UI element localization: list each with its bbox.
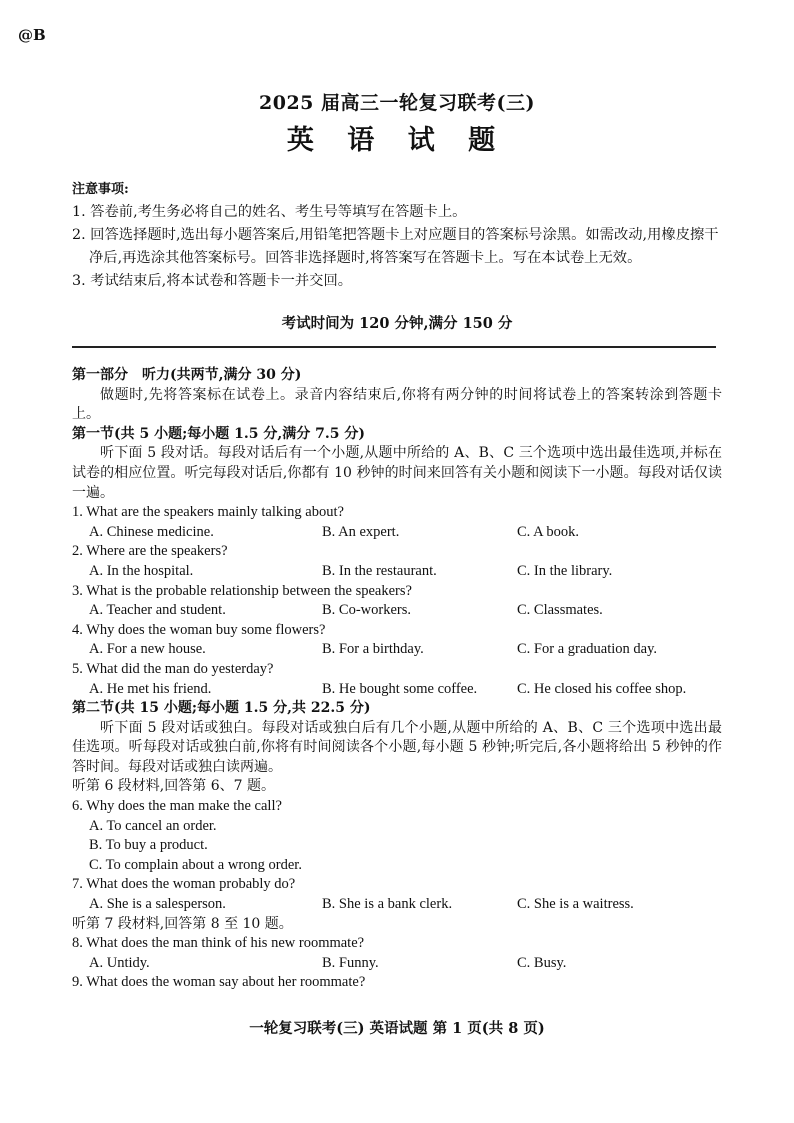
part1-intro: 做题时,先将答案标在试卷上。录音内容结束后,你将有两分钟的时间将试卷上的答案转涂到答题卡上。 — [72, 386, 722, 423]
option-b: B. For a birthday. — [322, 641, 424, 658]
question-8 — [72, 934, 722, 973]
section2-instructions: 听下面 5 段对话或独白。每段对话或独白后有几个小题,从题中所给的 A、B、C 三个选项中选出最佳选项。听每段对话或独白前,你将有时间阅读各个小题,每小题 5 秒钟;听完后,各小题将给出 5 秒钟的作答时间。每段对话或独白读两遍。 — [72, 719, 722, 775]
option-c: C. To complain about a wrong order. — [89, 856, 302, 873]
option-b: B. He bought some coffee. — [322, 680, 478, 697]
option-c: C. Classmates. — [517, 602, 603, 619]
option-c: C. Busy. — [517, 954, 567, 971]
option-a: A. To cancel an order. — [89, 817, 217, 834]
question-text: 1. What are the speakers mainly talking about? — [72, 504, 344, 521]
question-text: 5. What did the man do yesterday? — [72, 660, 274, 677]
question-text: 4. Why does the woman buy some flowers? — [72, 621, 326, 638]
option-b: B. Co-workers. — [322, 602, 412, 619]
exam-title: 2025 届高三一轮复习联考(三) — [259, 92, 535, 114]
option-b: B. In the restaurant. — [322, 562, 437, 579]
question-text: 2. Where are the speakers? — [72, 543, 228, 560]
option-a: A. Chinese medicine. — [89, 523, 214, 540]
section2-heading: 第二节(共 15 小题;每小题 1.5 分,共 22.5 分) — [72, 700, 371, 717]
question-5 — [72, 660, 722, 699]
option-a: A. In the hospital. — [89, 562, 194, 579]
question-3 — [72, 582, 722, 621]
section1-heading: 第一节(共 5 小题;每小题 1.5 分,满分 7.5 分) — [72, 425, 365, 442]
question-6 — [72, 797, 722, 875]
note-item: 2. 回答选择题时,选出每小题答案后,用铅笔把答题卡上对应题目的答案标号涂黑。如需改动,用橡皮擦干净后,再选涂其他答案标号。回答非选择题时,将答案写在答题卡上。写在本试卷上无效。 — [72, 227, 719, 266]
divider — [72, 346, 716, 348]
option-a: A. Teacher and student. — [89, 602, 226, 619]
question-text: 6. Why does the man make the call? — [72, 798, 282, 815]
note-item: 1. 答卷前,考生务必将自己的姓名、考生号等填写在答题卡上。 — [72, 204, 467, 220]
section1-instructions: 听下面 5 段对话。每段对话后有一个小题,从题中所给的 A、B、C 三个选项中选出最佳选项,并标在试卷的相应位置。听完每段对话后,你都有 10 秒钟的时间来回答有关小题和阅读下一小题。每段对话仅读一遍。 — [72, 445, 722, 501]
material-6-note: 听第 6 段材料,回答第 6、7 题。 — [72, 778, 275, 795]
material-7-note: 听第 7 段材料,回答第 8 至 10 题。 — [72, 915, 293, 932]
question-1 — [72, 503, 722, 542]
question-2 — [72, 542, 722, 581]
subject-title: 英 语 试 题 — [286, 125, 508, 156]
exam-time: 考试时间为 120 分钟,满分 150 分 — [281, 315, 513, 332]
question-text: 3. What is the probable relationship between the speakers? — [72, 582, 412, 599]
part1-listening — [72, 366, 722, 993]
part1-heading: 第一部分 听力(共两节,满分 30 分) — [72, 367, 302, 383]
option-b: B. To buy a product. — [89, 837, 208, 854]
option-c: C. For a graduation day. — [517, 641, 658, 658]
question-text: 8. What does the man think of his new roommate? — [72, 935, 365, 952]
option-b: B. An expert. — [322, 523, 400, 540]
notes-heading: 注意事项: — [72, 182, 129, 197]
page-footer: 一轮复习联考(三) 英语试题 第 1 页(共 8 页) — [249, 1020, 545, 1037]
option-c: C. He closed his coffee shop. — [517, 680, 687, 697]
option-b: B. She is a bank clerk. — [322, 896, 453, 913]
notes-section — [72, 178, 722, 293]
option-a: A. She is a salesperson. — [89, 896, 226, 913]
option-a: A. For a new house. — [89, 641, 206, 658]
option-a: A. Untidy. — [89, 954, 150, 971]
question-4 — [72, 621, 722, 660]
option-b: B. Funny. — [322, 954, 379, 971]
question-7 — [72, 875, 722, 914]
question-9: 9. What does the woman say about her roommate? — [72, 974, 366, 991]
option-c: C. A book. — [517, 523, 580, 540]
option-a: A. He met his friend. — [89, 680, 212, 697]
corner-mark: @B — [18, 26, 46, 44]
option-c: C. She is a waitress. — [517, 896, 634, 913]
note-item: 3. 考试结束后,将本试卷和答题卡一并交回。 — [72, 273, 353, 289]
option-c: C. In the library. — [517, 562, 613, 579]
question-text: 7. What does the woman probably do? — [72, 876, 296, 893]
